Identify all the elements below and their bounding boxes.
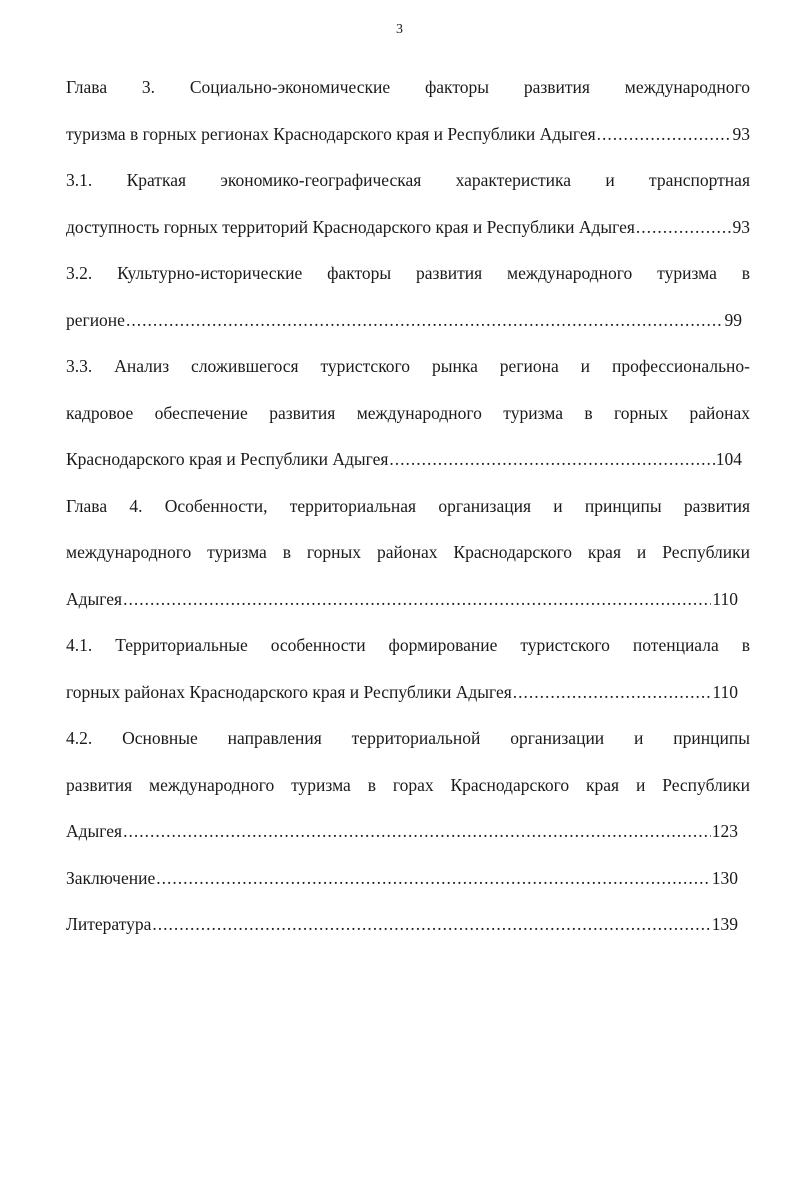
toc-section-3-3-line-3 (66, 444, 742, 491)
toc-entry-text: Литература (66, 914, 152, 934)
toc-page-ref: 139 (711, 914, 738, 934)
toc-chapter-3-line-2 (66, 119, 750, 166)
leader-dots (513, 677, 712, 707)
toc-literature (66, 909, 738, 956)
toc-entry-text: туризма в горных регионах Краснодарского края и Республики Адыгея (66, 123, 596, 144)
toc-section-3-2-line-2 (66, 305, 742, 352)
table-of-contents (66, 72, 750, 956)
toc-chapter-4-line-3 (66, 584, 738, 631)
toc-section-3-3-line-2: кадровое обеспечение развития международного туризма в горных районах (66, 402, 750, 423)
leader-dots (389, 444, 714, 474)
toc-page-ref: 93 (732, 216, 750, 237)
toc-chapter-3-line-1: Глава 3. Социально-экономические факторы развития международного (66, 77, 750, 97)
leader-dots (597, 119, 732, 149)
toc-chapter-4-line-1: Глава 4. Особенности, территориальная организация и принципы развития (66, 495, 750, 516)
leader-dots (123, 816, 711, 846)
leader-dots (123, 584, 711, 614)
leader-dots (126, 305, 724, 335)
toc-section-3-3-line-1: 3.3. Анализ сложившегося туристского рынка региона и профессионально- (66, 356, 750, 376)
toc-section-3-1-line-1: 3.1. Краткая экономико-географическая характеристика и транспортная (66, 170, 750, 190)
toc-chapter-4-line-2: международного туризма в горных районах Краснодарского края и Республики (66, 542, 750, 562)
leader-dots (636, 212, 732, 242)
toc-section-3-1-line-2 (66, 212, 750, 259)
leader-dots (156, 863, 711, 893)
toc-page-ref: 99 (724, 309, 742, 330)
toc-entry-text: Краснодарского края и Республики Адыгея (66, 449, 389, 469)
toc-entry-text: Заключение (66, 867, 156, 888)
toc-entry-text: доступность горных территорий Краснодарского края и Республики Адыгея (66, 216, 635, 237)
toc-section-4-2-line-3 (66, 816, 738, 863)
toc-section-4-1-line-1: 4.1. Территориальные особенности формирование туристского потенциала в (66, 635, 750, 655)
toc-page-ref: 104 (715, 449, 742, 469)
leader-dots (152, 909, 710, 939)
toc-entry-text: Адыгея (66, 588, 123, 609)
toc-section-4-2-line-1: 4.2. Основные направления территориальной организации и принципы (66, 728, 750, 748)
toc-page-ref: 130 (711, 867, 738, 888)
toc-page-ref: 110 (712, 588, 738, 609)
toc-section-3-2-line-1: 3.2. Культурно-исторические факторы развития международного туризма в (66, 263, 750, 283)
toc-entry-text: Адыгея (66, 821, 123, 841)
toc-page-ref: 110 (712, 681, 738, 702)
toc-entry-text: регионе (66, 309, 125, 330)
toc-conclusion (66, 863, 738, 910)
toc-section-4-2-line-2: развития международного туризма в горах Краснодарского края и Республики (66, 774, 750, 795)
toc-section-4-1-line-2 (66, 677, 738, 724)
toc-page-ref: 123 (711, 821, 738, 841)
toc-entry-text: горных районах Краснодарского края и Республики Адыгея (66, 681, 512, 702)
page-number: 3 (396, 22, 403, 37)
toc-page-ref: 93 (732, 123, 750, 144)
